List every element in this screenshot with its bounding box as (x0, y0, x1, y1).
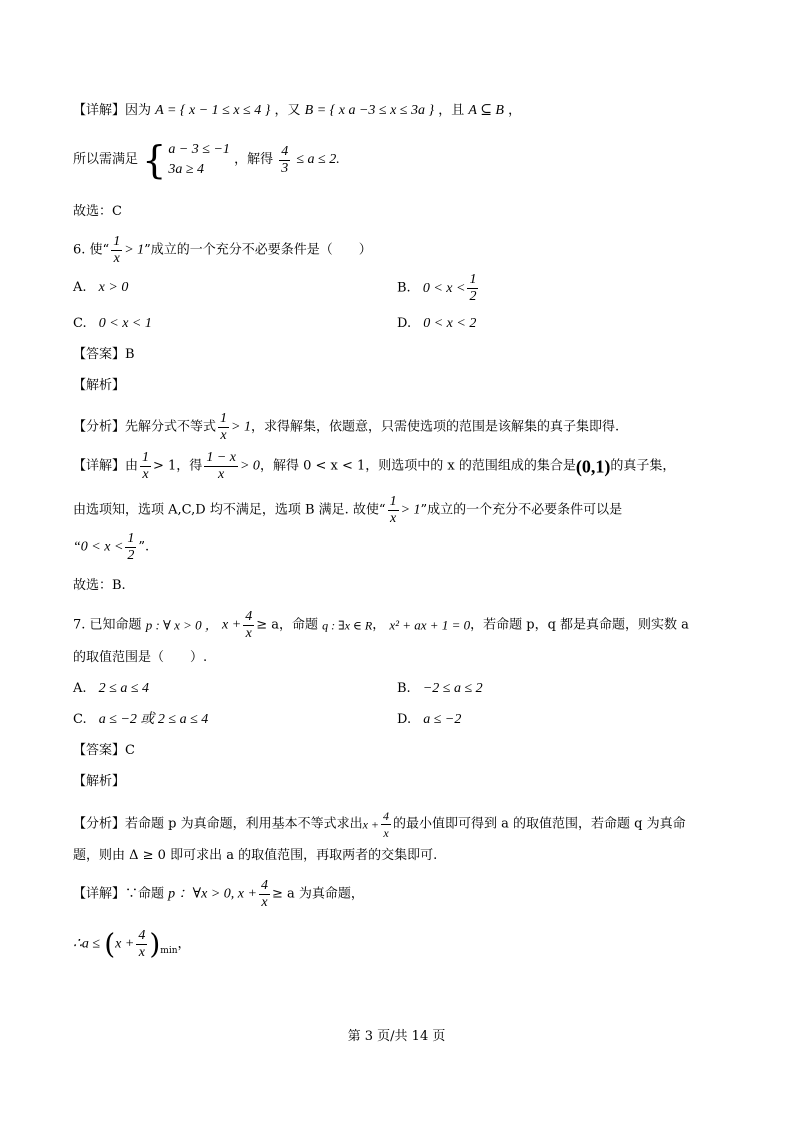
answer: 【答案】C (73, 743, 135, 758)
numerator: 1 (389, 494, 397, 509)
option-label: B. (397, 681, 411, 696)
fraction (388, 494, 399, 527)
text: 【详解】∵命题 (73, 886, 165, 902)
fraction (136, 928, 147, 961)
answer-select: 故选：C (73, 204, 122, 219)
denominator: x (383, 826, 389, 840)
text: ”成立的一个充分不必要条件是（ ） (144, 242, 372, 258)
text: ，求得解集，依题意，只需使选项的范围是该解集的真子集即得. (250, 419, 620, 435)
text: ≥ a 为真命题， (271, 886, 364, 902)
analysis-heading: 【解析】 (73, 378, 126, 393)
fraction (243, 609, 254, 642)
option-text: 0 < x < 1 (98, 316, 152, 331)
math-text: ≤ a ≤ 2. (296, 152, 340, 167)
option-text: 2 ≤ a ≤ 4 (98, 681, 150, 696)
option-label: A. (73, 681, 87, 696)
denominator: x (138, 945, 145, 960)
subset-relation: A ⊆ B (468, 103, 504, 118)
fraction (259, 878, 270, 911)
denominator: x (218, 467, 225, 482)
text: > 1，得 (153, 458, 203, 474)
numerator: 1 (142, 450, 150, 465)
math-text: > 1 (400, 502, 421, 518)
set-a: A = { x − 1 ≤ x ≤ 4 } (155, 103, 271, 118)
option-b (397, 679, 483, 699)
text: ，又 (274, 103, 301, 118)
option-text: 0 < x < 2 (423, 316, 477, 331)
text: 7. 已知命题 (73, 617, 142, 633)
denominator: x (220, 428, 227, 443)
denominator: x (142, 467, 149, 482)
numerator: 4 (260, 878, 268, 893)
fraction (279, 144, 290, 177)
text: ， (508, 103, 522, 118)
option-b (397, 272, 480, 305)
analysis-heading: 【解析】 (73, 774, 126, 789)
denominator: 2 (127, 548, 135, 563)
option-a (73, 278, 128, 298)
detail-line-3 (73, 531, 149, 564)
fraction (204, 450, 238, 483)
detail-line-1 (73, 450, 675, 483)
option-label: A. (73, 280, 87, 295)
line-1 (73, 101, 521, 121)
text: 由选项知，选项 A,C,D 均不满足，选项 B 满足. 故使“ (73, 502, 386, 518)
fraction (467, 272, 478, 305)
text: 的真子集， (610, 458, 676, 474)
numerator: 1 (469, 272, 477, 287)
denominator: x (389, 511, 397, 526)
math-text: x + (222, 617, 242, 633)
math-text: “0 < x < (73, 539, 124, 555)
option-text: −2 ≤ a ≤ 2 (422, 681, 483, 696)
detail-line-2 (73, 928, 191, 961)
set-b: B = { x a −3 ≤ x ≤ 3a } (304, 103, 435, 118)
math-text: x + (115, 936, 135, 952)
numerator: 4 (281, 143, 289, 159)
text: ≥ a，命题 (256, 617, 318, 633)
math-text: > 0 (239, 458, 260, 474)
text: ， (177, 936, 191, 952)
fraction (140, 450, 151, 483)
page-footer: 第 3 页/共 14 页 (347, 1029, 446, 1044)
option-text: x > 0 (98, 280, 129, 295)
question-7 (73, 609, 689, 642)
option-d (397, 314, 476, 334)
system-row: 3a ≥ 4 (168, 162, 205, 177)
option-a (73, 679, 149, 699)
fraction (111, 234, 122, 267)
math-text: > 1 (231, 419, 251, 435)
text: 6. 使“ (73, 242, 110, 258)
option-label: D. (397, 316, 412, 331)
denominator: 2 (469, 289, 477, 304)
denominator: x (261, 895, 268, 910)
left-paren-icon: ( (104, 927, 116, 961)
system-row: a − 3 ≤ −1 (168, 142, 230, 157)
answer-select: 故选：B. (73, 578, 126, 593)
question-6 (73, 234, 372, 267)
option-text: 0 < x < (422, 280, 466, 296)
right-paren-icon: ) (149, 927, 161, 961)
math-text: ∴a ≤ (73, 936, 101, 952)
numerator: 4 (245, 609, 253, 624)
numerator: 4 (383, 809, 390, 823)
subscript: min (160, 946, 178, 956)
math-text: x² + ax + 1 = 0 (389, 617, 471, 633)
text: 【分析】先解分式不等式 (73, 419, 217, 435)
line-2 (73, 140, 340, 180)
detail-line-2 (73, 494, 622, 527)
text: 【分析】若命题 p 为真命题，利用基本不等式求出 (73, 816, 363, 832)
option-label: C. (73, 712, 87, 727)
text: 的最小值即可得到 a 的取值范围，若命题 q 为真命 (393, 816, 686, 832)
numerator: 4 (138, 928, 146, 943)
detail-line-1 (73, 878, 364, 911)
math-text: q : ∃x ∈ R (322, 618, 373, 633)
text: ，解得 0 < x < 1，则选项中的 x 的范围组成的集合是 (259, 458, 576, 474)
option-label: D. (397, 712, 412, 727)
text: ， (372, 617, 386, 633)
text: ”成立的一个充分不必要条件可以是 (420, 502, 623, 518)
denominator: 3 (281, 160, 289, 176)
option-text: a ≤ −2 (423, 712, 462, 727)
math-text: > 1 (124, 242, 145, 258)
answer: 【答案】B (73, 347, 135, 362)
interval: (0,1) (575, 456, 611, 477)
brace-icon: { (142, 138, 167, 182)
option-label: B. (397, 280, 411, 296)
numerator: 1 − x (206, 450, 236, 465)
analysis-text-cont: 题，则由 Δ ≥ 0 即可求出 a 的取值范围，再取两者的交集即可. (73, 848, 438, 863)
text: ，解得 (234, 152, 274, 167)
question-7-cont: 的取值范围是（ ）. (73, 650, 208, 665)
numerator: 1 (127, 531, 135, 546)
text: ，且 (438, 103, 465, 118)
option-c (73, 710, 208, 730)
math-text: x + (362, 817, 380, 832)
option-label: C. (73, 316, 87, 331)
inequality-system (168, 140, 230, 180)
text: 所以需满足 (73, 152, 139, 167)
fraction (381, 808, 391, 841)
denominator: x (245, 626, 252, 641)
text: ，若命题 p，q 都是真命题，则实数 a (470, 617, 689, 633)
text: 【详解】由 (73, 458, 139, 474)
text: ”. (138, 539, 150, 555)
analysis-text (73, 411, 619, 444)
analysis-text (73, 808, 686, 841)
numerator: 1 (220, 411, 228, 426)
numerator: 1 (113, 234, 121, 249)
detail-label: 【详解】因为 (73, 103, 152, 118)
fraction (125, 531, 136, 564)
math-text: p : ∀ x > 0 ， (145, 617, 218, 633)
option-d (397, 710, 461, 730)
math-text: p ：∀x > 0, x + (168, 886, 257, 902)
option-c (73, 314, 152, 334)
option-text: a ≤ −2 或 2 ≤ a ≤ 4 (98, 712, 209, 727)
denominator: x (113, 251, 120, 266)
fraction (218, 411, 229, 444)
